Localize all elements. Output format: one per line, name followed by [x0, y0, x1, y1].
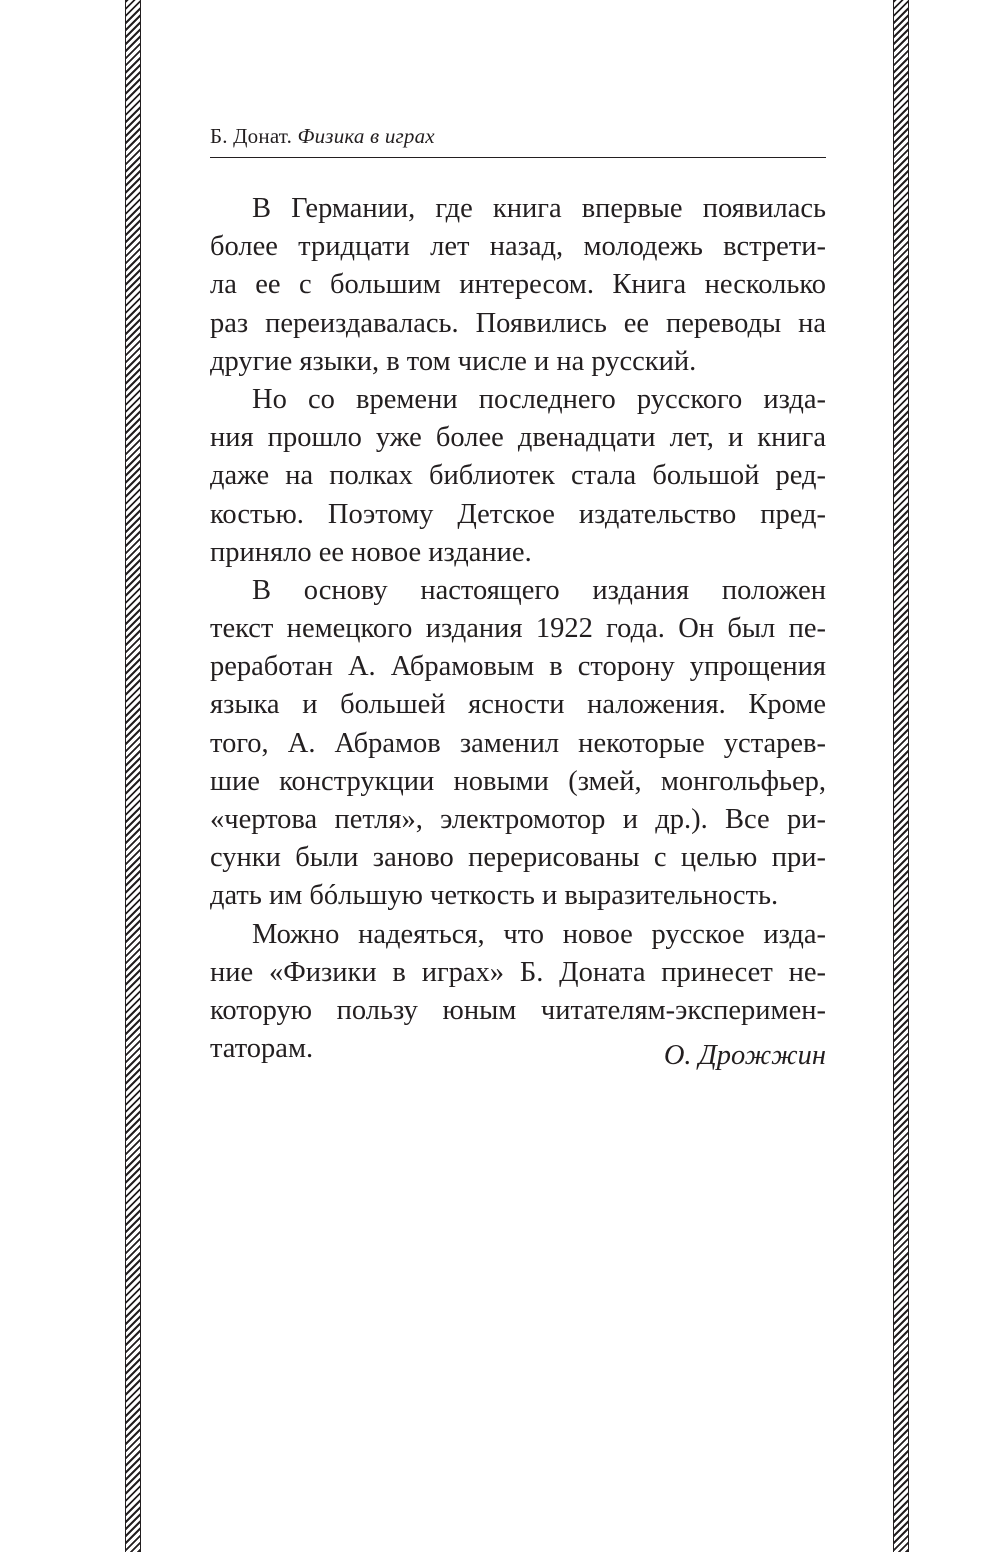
- text-line: Но со времени последнего русского изда-: [252, 383, 826, 415]
- text-line: раз переиздавалась. Появились ее переводы на: [210, 307, 826, 339]
- text-line: даже на полках библиотек стала большой ред-: [210, 460, 826, 492]
- header-rule: [210, 157, 826, 158]
- text-line: текст немецкого издания 1922 года. Он был пе-: [210, 613, 826, 645]
- text-line: таторам.: [210, 1033, 314, 1065]
- left-decorative-border: [125, 0, 141, 1552]
- paragraph-1: [210, 190, 826, 381]
- signature: О. Дрожжин: [663, 1040, 826, 1071]
- text-line: шие конструкции новыми (змей, монгольфьер,: [210, 765, 826, 797]
- text-line: реработан А. Абрамовым в сторону упрощения: [210, 651, 826, 683]
- text-line: которую пользу юным читателям-эксперимен-: [210, 994, 826, 1026]
- text-line: сунки были заново перерисованы с целью при-: [210, 842, 826, 874]
- text-line: Можно надеяться, что новое русское изда-: [252, 918, 826, 950]
- text-line: языка и большей ясности наложения. Кроме: [210, 689, 826, 721]
- text-line: более тридцати лет назад, молодежь встрети-: [210, 231, 826, 263]
- text-line: приняло ее новое издание.: [210, 536, 532, 568]
- text-line: того, А. Абрамов заменил некоторые устарев-: [210, 727, 826, 759]
- running-head: [210, 124, 435, 149]
- text-line: «чертова петля», электромотор и др.). Все ри-: [210, 804, 826, 835]
- text-line: ния прошло уже более двенадцати лет, и книга: [210, 422, 826, 454]
- text-line: дать им бóльшую четкость и выразительность.: [210, 880, 779, 912]
- right-decorative-border: [893, 0, 909, 1552]
- text-line: ла ее с большим интересом. Книга несколько: [210, 269, 826, 301]
- text-line: ние «Физики в играх» Б. Доната принесет не-: [210, 956, 826, 988]
- text-line: В основу настоящего издания положен: [252, 574, 826, 606]
- text-line: костью. Поэтому Детское издательство пред-: [210, 498, 826, 530]
- running-head-title: Физика в играх: [297, 124, 435, 148]
- body-text: [210, 190, 826, 1068]
- text-line: В Германии, где книга впервые появилась: [252, 193, 826, 224]
- paragraph-3: [210, 572, 826, 916]
- text-line: другие языки, в том числе и на русский.: [210, 345, 697, 377]
- paragraph-2: [210, 381, 826, 572]
- running-head-author: Б. Донат.: [210, 124, 293, 148]
